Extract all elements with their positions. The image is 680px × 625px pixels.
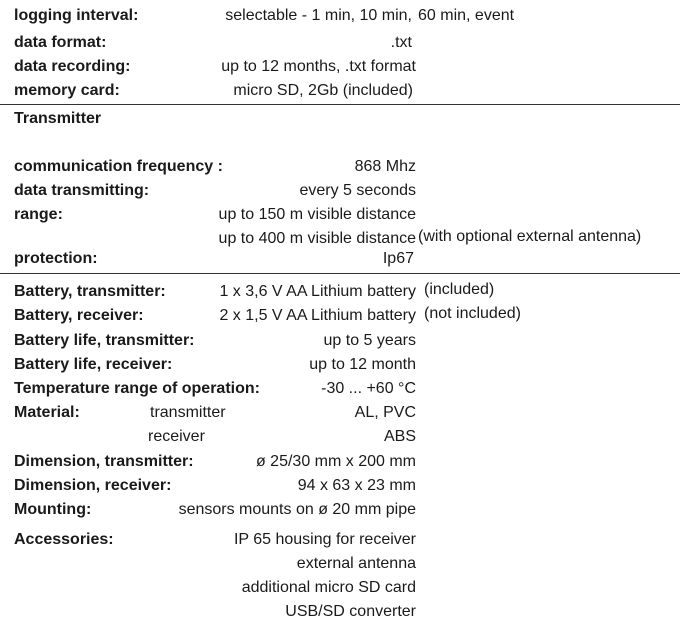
accessory-item: IP 65 housing for receiver	[233, 531, 416, 548]
battery-transmitter-label: Battery, transmitter:	[14, 283, 166, 300]
data-recording-value: up to 12 months, .txt format	[221, 58, 416, 75]
mounting-label: Mounting:	[14, 501, 92, 518]
memory-card-value: micro SD, 2Gb (included)	[233, 82, 413, 99]
transmitting-value: every 5 seconds	[299, 182, 416, 199]
dimension-transmitter-label: Dimension, transmitter:	[14, 453, 194, 470]
logging-interval-value: selectable - 1 min, 10 min,	[225, 7, 412, 24]
divider-2	[0, 273, 680, 274]
material-label: Material:	[14, 404, 80, 421]
material-transmitter-label: transmitter	[150, 404, 226, 421]
dimension-receiver-label: Dimension, receiver:	[14, 477, 172, 494]
battery-transmitter-value: 1 x 3,6 V AA Lithium battery	[219, 283, 416, 300]
accessory-item: USB/SD converter	[285, 603, 416, 620]
life-receiver-value: up to 12 month	[309, 356, 416, 373]
dimension-receiver-value: 94 x 63 x 23 mm	[297, 477, 416, 494]
frequency-value: 868 Mhz	[354, 158, 416, 175]
frequency-label: communication frequency :	[14, 158, 223, 175]
battery-transmitter-note: (included)	[424, 281, 495, 298]
accessory-item: additional micro SD card	[241, 579, 416, 596]
material-receiver-value: ABS	[383, 428, 416, 445]
battery-receiver-value: 2 x 1,5 V AA Lithium battery	[219, 307, 416, 324]
material-receiver-label: receiver	[148, 428, 205, 445]
range-value-2: up to 400 m visible distance	[218, 230, 416, 247]
protection-value: Ip67	[382, 250, 414, 267]
mounting-value: sensors mounts on ø 20 mm pipe	[178, 501, 416, 518]
transmitter-heading: Transmitter	[14, 110, 102, 127]
material-transmitter-value: AL, PVC	[354, 404, 416, 421]
life-transmitter-label: Battery life, transmitter:	[14, 332, 195, 349]
temperature-label: Temperature range of operation:	[14, 380, 260, 397]
range-label: range:	[14, 206, 63, 223]
life-receiver-label: Battery life, receiver:	[14, 356, 173, 373]
range-value-1: up to 150 m visible distance	[218, 206, 416, 223]
transmitting-label: data transmitting:	[14, 182, 150, 199]
data-format-value: .txt	[390, 34, 412, 51]
data-format-label: data format:	[14, 34, 107, 51]
temperature-value: -30 ... +60 °C	[321, 380, 416, 397]
battery-receiver-label: Battery, receiver:	[14, 307, 144, 324]
life-transmitter-value: up to 5 years	[323, 332, 416, 349]
logging-interval-label: logging interval:	[14, 7, 139, 24]
accessories-label: Accessories:	[14, 531, 114, 548]
logging-interval-extra: 60 min, event	[418, 7, 515, 24]
divider-1	[0, 104, 680, 105]
dimension-transmitter-value: ø 25/30 mm x 200 mm	[255, 453, 416, 470]
range-note: (with optional external antenna)	[418, 228, 642, 245]
memory-card-label: memory card:	[14, 82, 120, 99]
accessory-item: external antenna	[296, 555, 416, 572]
data-recording-label: data recording:	[14, 58, 131, 75]
protection-label: protection:	[14, 250, 98, 267]
battery-receiver-note: (not included)	[424, 305, 521, 322]
